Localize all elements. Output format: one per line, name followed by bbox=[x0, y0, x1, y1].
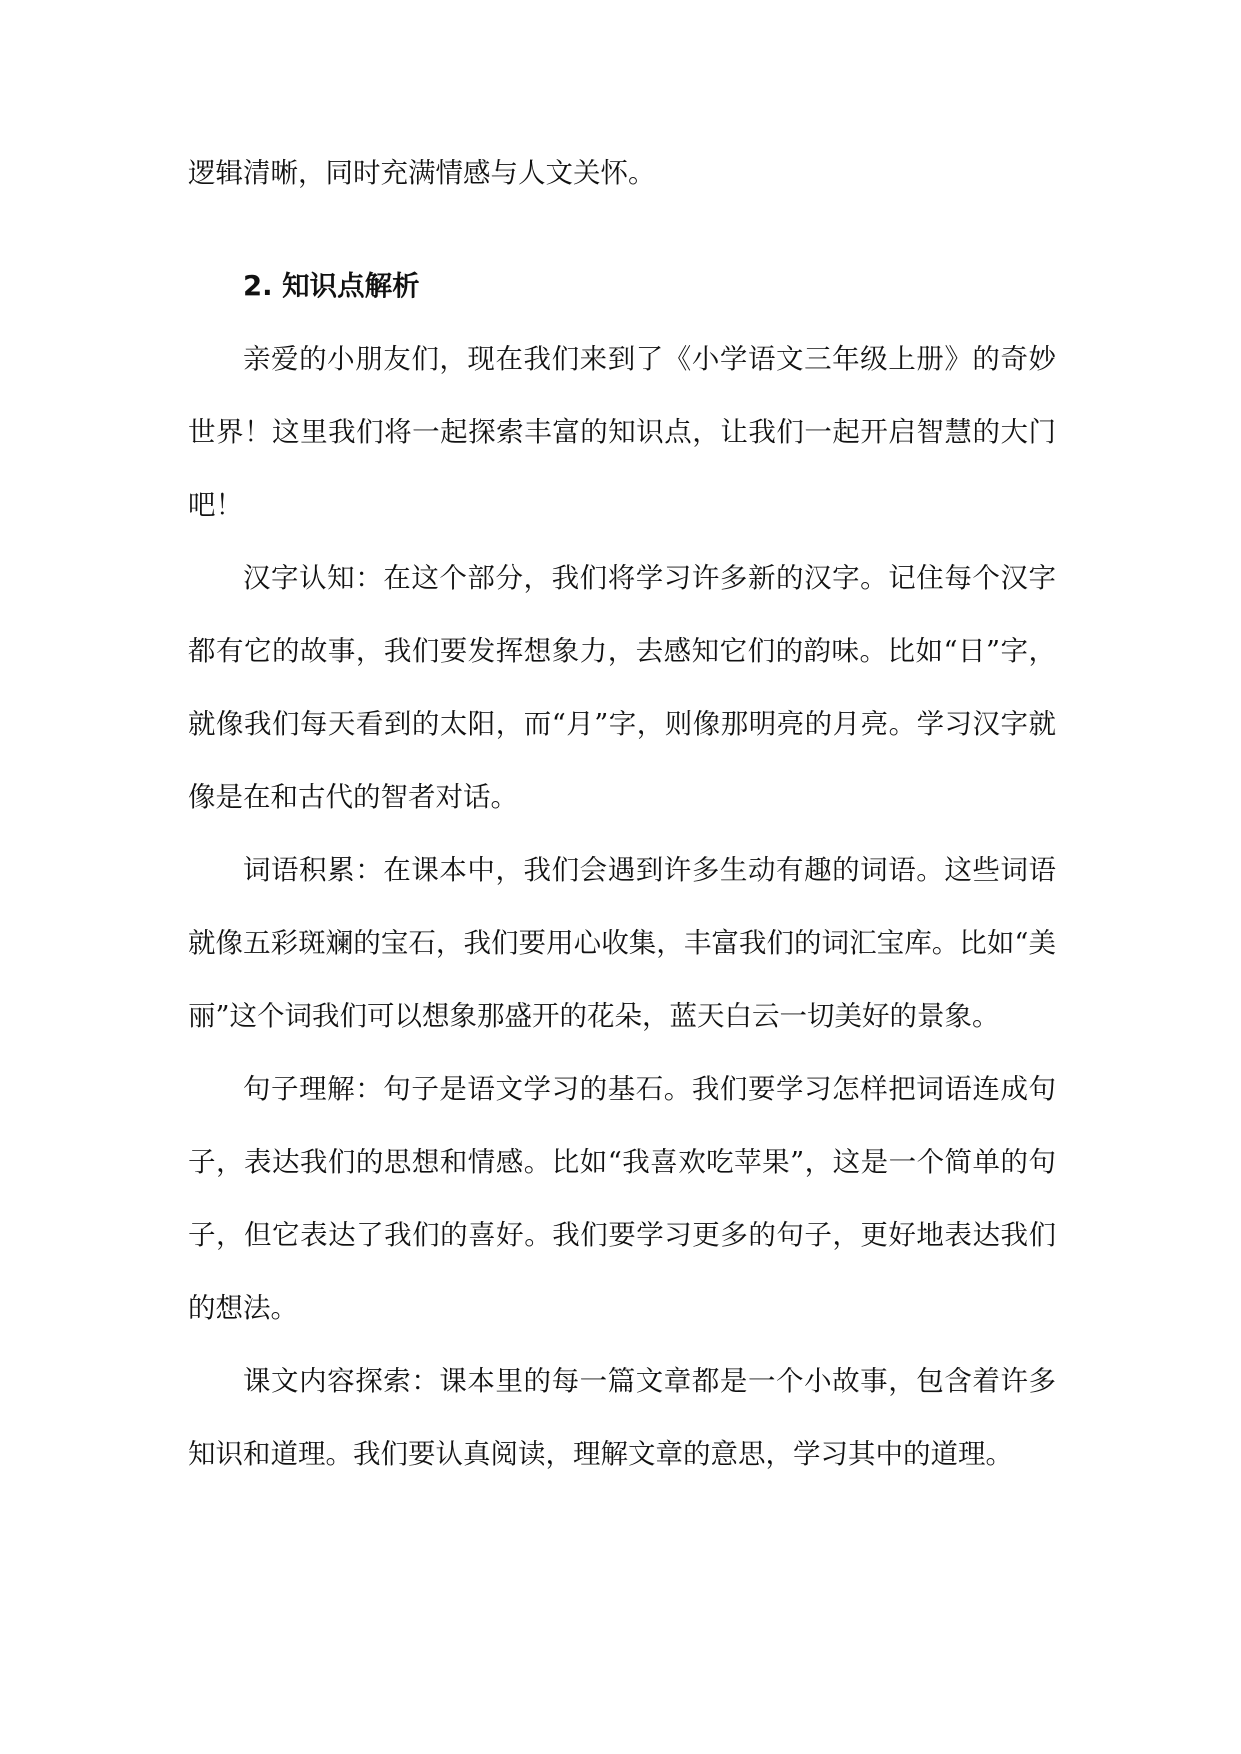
document-body bbox=[188, 137, 1056, 1491]
vocabulary-paragraph: 词语积累：在课本中，我们会遇到许多生动有趣的词语。这些词语就像五彩斑斓的宝石，我们要用心收集，丰富我们的词汇宝库。比如“美丽”这个词我们可以想象那盛开的花朵，蓝天白云一切美好的景象。 bbox=[188, 854, 1056, 1032]
section-heading: 2. 知识点解析 bbox=[243, 270, 420, 302]
hanzi-paragraph: 汉字认知：在这个部分，我们将学习许多新的汉字。记住每个汉字都有它的故事，我们要发挥想象力，去感知它们的韵味。比如“日”字，就像我们每天看到的太阳，而“月”字，则像那明亮的月亮。学习汉字就像是在和古代的智者对话。 bbox=[188, 562, 1056, 813]
sentence-paragraph: 句子理解：句子是语文学习的基石。我们要学习怎样把词语连成句子，表达我们的思想和情感。比如“我喜欢吃苹果”，这是一个简单的句子，但它表达了我们的喜好。我们要学习更多的句子，更好地表达我们的想法。 bbox=[188, 1073, 1056, 1324]
text-exploration-paragraph: 课文内容探索：课本里的每一篇文章都是一个小故事，包含着许多知识和道理。我们要认真阅读，理解文章的意思，学习其中的道理。 bbox=[188, 1365, 1056, 1470]
continuation-paragraph: 逻辑清晰，同时充满情感与人文关怀。 bbox=[188, 157, 656, 189]
intro-paragraph: 亲爱的小朋友们，现在我们来到了《小学语文三年级上册》的奇妙世界！这里我们将一起探索丰富的知识点，让我们一起开启智慧的大门吧！ bbox=[188, 343, 1056, 521]
section-spacer bbox=[188, 210, 1056, 250]
